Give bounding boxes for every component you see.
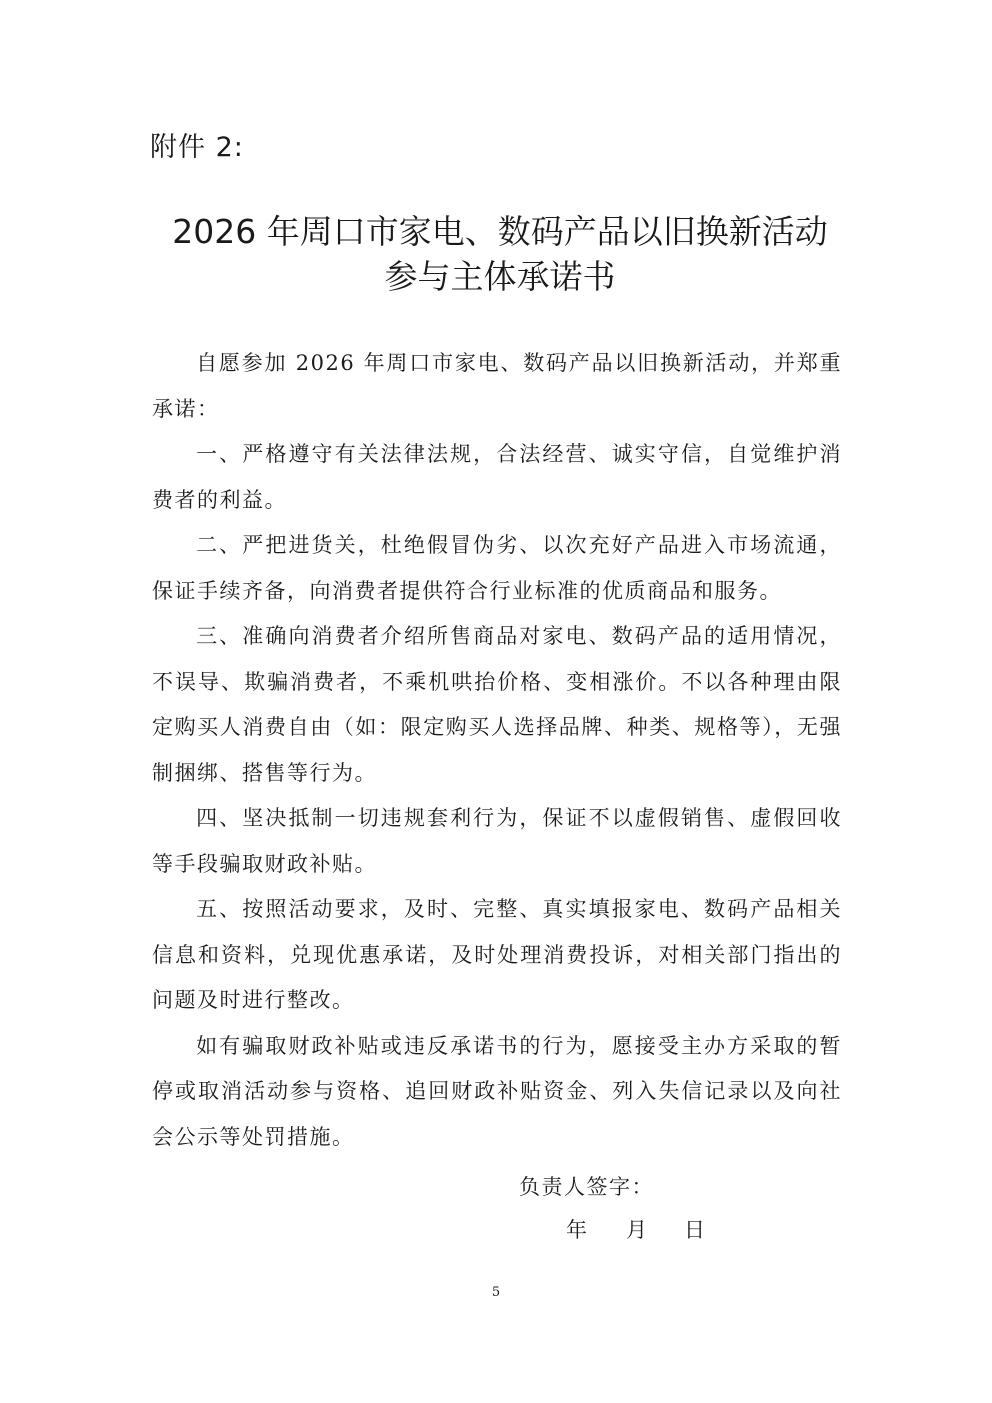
page-number: 5 [491,1285,501,1300]
commitment-item-3: 三、准确向消费者介绍所售商品对家电、数码产品的适用情况，不误导、欺骗消费者，不乘机哄抬价格、变相涨价。不以各种理由限定购买人消费自由（如：限定购买人选择品牌、种类、规格等），无强制捆绑、搭售等行为。 [152,624,842,785]
intro-paragraph: 自愿参加 2026 年周口市家电、数码产品以旧换新活动，并郑重承诺： [152,351,842,421]
commitment-item-2: 二、严把进货关，杜绝假冒伪劣、以次充好产品进入市场流通，保证手续齐备，向消费者提供符合行业标准的优质商品和服务。 [152,533,842,603]
document-title-line-2: 参与主体承诺书 [384,257,616,296]
date-month-label: 月 [626,1218,647,1242]
date-day-label: 日 [684,1218,705,1242]
penalty-paragraph: 如有骗取财政补贴或违反承诺书的行为，愿接受主办方采取的暂停或取消活动参与资格、追回财政补贴资金、列入失信记录以及向社会公示等处罚措施。 [152,1033,842,1149]
commitment-item-1: 一、严格遵守有关法律法规，合法经营、诚实守信，自觉维护消费者的利益。 [152,442,842,512]
date-line [566,1214,705,1246]
signature-label: 负责人签字： [519,1175,654,1199]
document-title-line-1: 2026 年周口市家电、数码产品以旧换新活动 [172,212,828,251]
commitment-body [152,341,842,1160]
date-year-label: 年 [566,1218,587,1242]
attachment-label: 附件 2: [150,132,244,163]
commitment-item-5: 五、按照活动要求，及时、完整、真实填报家电、数码产品相关信息和资料，兑现优惠承诺，及时处理消费投诉，对相关部门指出的问题及时进行整改。 [152,897,842,1012]
commitment-item-4: 四、坚决抵制一切违规套利行为，保证不以虚假销售、虚假回收等手段骗取财政补贴。 [152,806,842,876]
